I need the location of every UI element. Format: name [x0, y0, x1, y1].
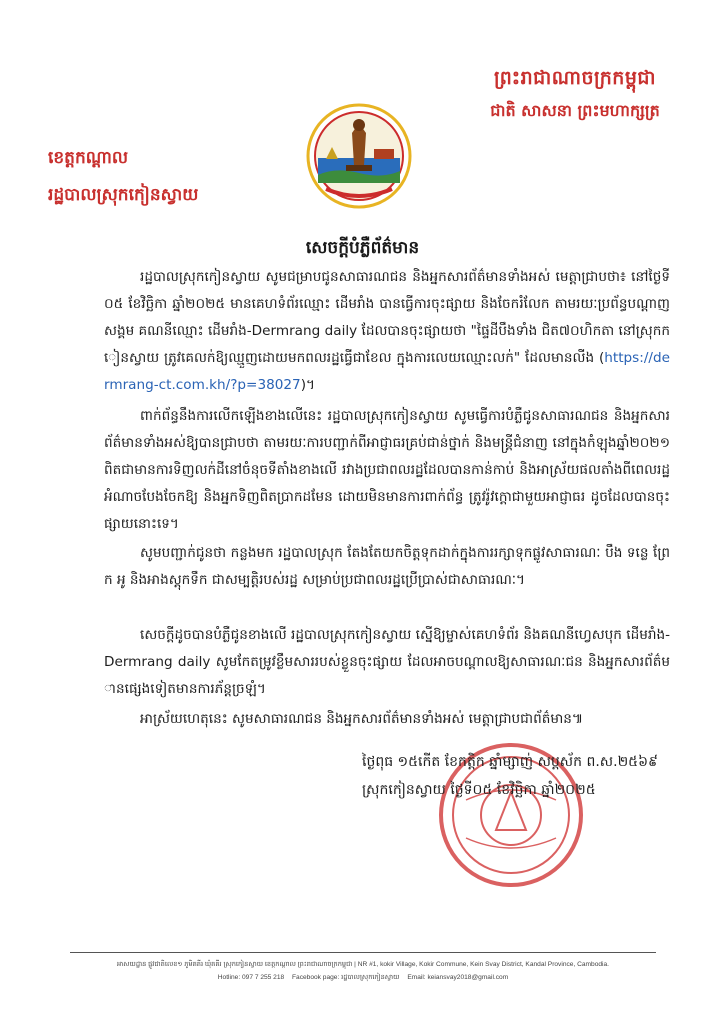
district-name: រដ្ឋបាលស្រុកកៀនស្វាយ	[48, 185, 199, 205]
kingdom-name: ព្រះរាជាណាចក្រកម្ពុជា	[494, 67, 656, 89]
paragraph-5: អាស្រ័យហេតុនេះ សូមសាធារណជន និងអ្នកសារព័ត៌មានទាំងអស់ មេត្តាជ្រាបជាព័ត៌មាន៕	[140, 711, 584, 727]
footer-address: អាសយដ្ឋាន ផ្លូវជាតិលេខ១ ភូមិគគីរ ឃុំគគីរ ស្រុកកៀនស្វាយ ខេត្តកណ្ដាល ព្រះរាជាណាចក្រកម្ពុជា | NR #1, kokir Village, Kokir Commune, Kein Svay District, Kandal Province, Cambodia.	[116, 961, 610, 968]
paragraph-4: សេចក្ដីដូចបានបំភ្លឺជូនខាងលើ រដ្ឋបាលស្រុកកៀនស្វាយ ស្នើឱ្យម្ចាស់គេហទំព័រ និងគណនីហ្វេសបុក ដើមរាំង-Dermrang daily សូមកែតម្រូវខ្លឹមសាររបស់ខ្លួនចុះផ្សាយ ដែលអាចបណ្ដាលឱ្យសាធារណៈជន និងអ្នកសារព័ត៌មានផ្សេងទៀតមានការភ័ន្តច្រឡំ។	[104, 627, 670, 697]
national-motto: ជាតិ សាសនា ព្រះមហាក្សត្រ	[490, 101, 660, 120]
footer-hotline: Hotline: 097 7 255 218	[217, 974, 285, 981]
district-logo	[306, 103, 412, 209]
lunar-date: ថ្ងៃពុធ ១៥កើត ខែកត្តិក ឆ្នាំម្សាញ់ សប្តស័ក ព.ស.២៥៦៩	[362, 754, 658, 770]
paragraph-1	[104, 264, 670, 399]
paragraph-3: សូមបញ្ជាក់ជូនថា កន្លងមក រដ្ឋបាលស្រុក តែងតែយកចិត្តទុកដាក់ក្នុងការរក្សាទុកផ្លូវសាធារណៈ បឹង ទន្លេ ព្រែក អូ និងអាងស្តុកទឹក ជាសម្បត្តិរបស់រដ្ឋ សម្រាប់ប្រជាពលរដ្ឋប្រើប្រាស់ជាសាធារណៈ។	[104, 545, 670, 588]
district-heading	[48, 147, 198, 209]
province-name: ខេត្តកណ្ដាល	[48, 148, 129, 168]
footer-divider	[70, 952, 656, 953]
footer-email: Email: keiansvay2018@gmail.com	[407, 974, 509, 981]
footer-facebook: Facebook page: រដ្ឋបាលស្រុកកៀនស្វាយ	[292, 974, 400, 981]
solar-date: ស្រុកកៀនស្វាយ ថ្ងៃទី០៥ ខែវិច្ឆិកា ឆ្នាំ២០២៥	[362, 782, 596, 798]
footer	[70, 958, 656, 984]
document-title: សេចក្ដីបំភ្លឺព័ត៌មាន	[305, 238, 420, 258]
paragraph-1-text: រដ្ឋបាលស្រុកកៀនស្វាយ សូមជម្រាបជូនសាធារណជន និងអ្នកសារព័ត៌មានទាំងអស់ មេត្តាជ្រាបថា៖ នៅថ្ងៃទី០៥ ខែវិច្ឆិកា ឆ្នាំ២០២៥ មានគេហទំព័រឈ្មោះ ដើមរាំង បានធ្វើការចុះផ្សាយ និងចែករំលែក តាមរយៈប្រព័ន្ធបណ្ដាញសង្គម គណនីឈ្មោះ ដើមរាំង-Dermrang daily ដែលបានចុះផ្សាយថា "ផ្ទៃដីបឹងទាំង ជិត៧០ហិកតា នៅស្រុកកៀនស្វាយ ត្រូវគេលក់ឱ្យឈ្មួញដោយមកពលរដ្ឋធ្វើជាខែល ក្នុងការលេយឈ្មោះលក់" ដែលមានលីង (	[104, 269, 670, 366]
paragraph-1-end: )។	[300, 377, 315, 393]
article-link[interactable]: https://dermrang-ct.com.kh/?p=38027	[104, 350, 670, 393]
kingdom-heading	[455, 66, 695, 124]
date-block	[362, 748, 682, 804]
paragraph-2: ពាក់ព័ន្ធនឹងការលើកឡើងខាងលើនេះ រដ្ឋបាលស្រុកកៀនស្វាយ សូមធ្វើការបំភ្លឺជូនសាធារណជន និងអ្នកសារព័ត៌មានទាំងអស់ឱ្យបានជ្រាបថា តាមរយៈការបញ្ជាក់ពីអាជ្ញាធរគ្រប់ជាន់ថ្នាក់ និងមន្ត្រីជំនាញ នៅក្នុងកំឡុងឆ្នាំ២០២១ ពិតជាមានការទិញលក់ដីនៅចំនុចទីតាំងខាងលើ រវាងប្រជាពលរដ្ឋដែលបានកាន់កាប់ និងអាស្រ័យផលតាំងពីពេលរដ្ឋអំណាចបែងចែកឱ្យ និងអ្នកទិញពិតប្រាកដមែន ដោយមិនមានការពាក់ព័ន្ធ ត្រូវរ៉ូវក្ដោជាមួយអាជ្ញាធរ ដូចដែលបានចុះផ្សាយនោះទេ។	[104, 408, 670, 532]
